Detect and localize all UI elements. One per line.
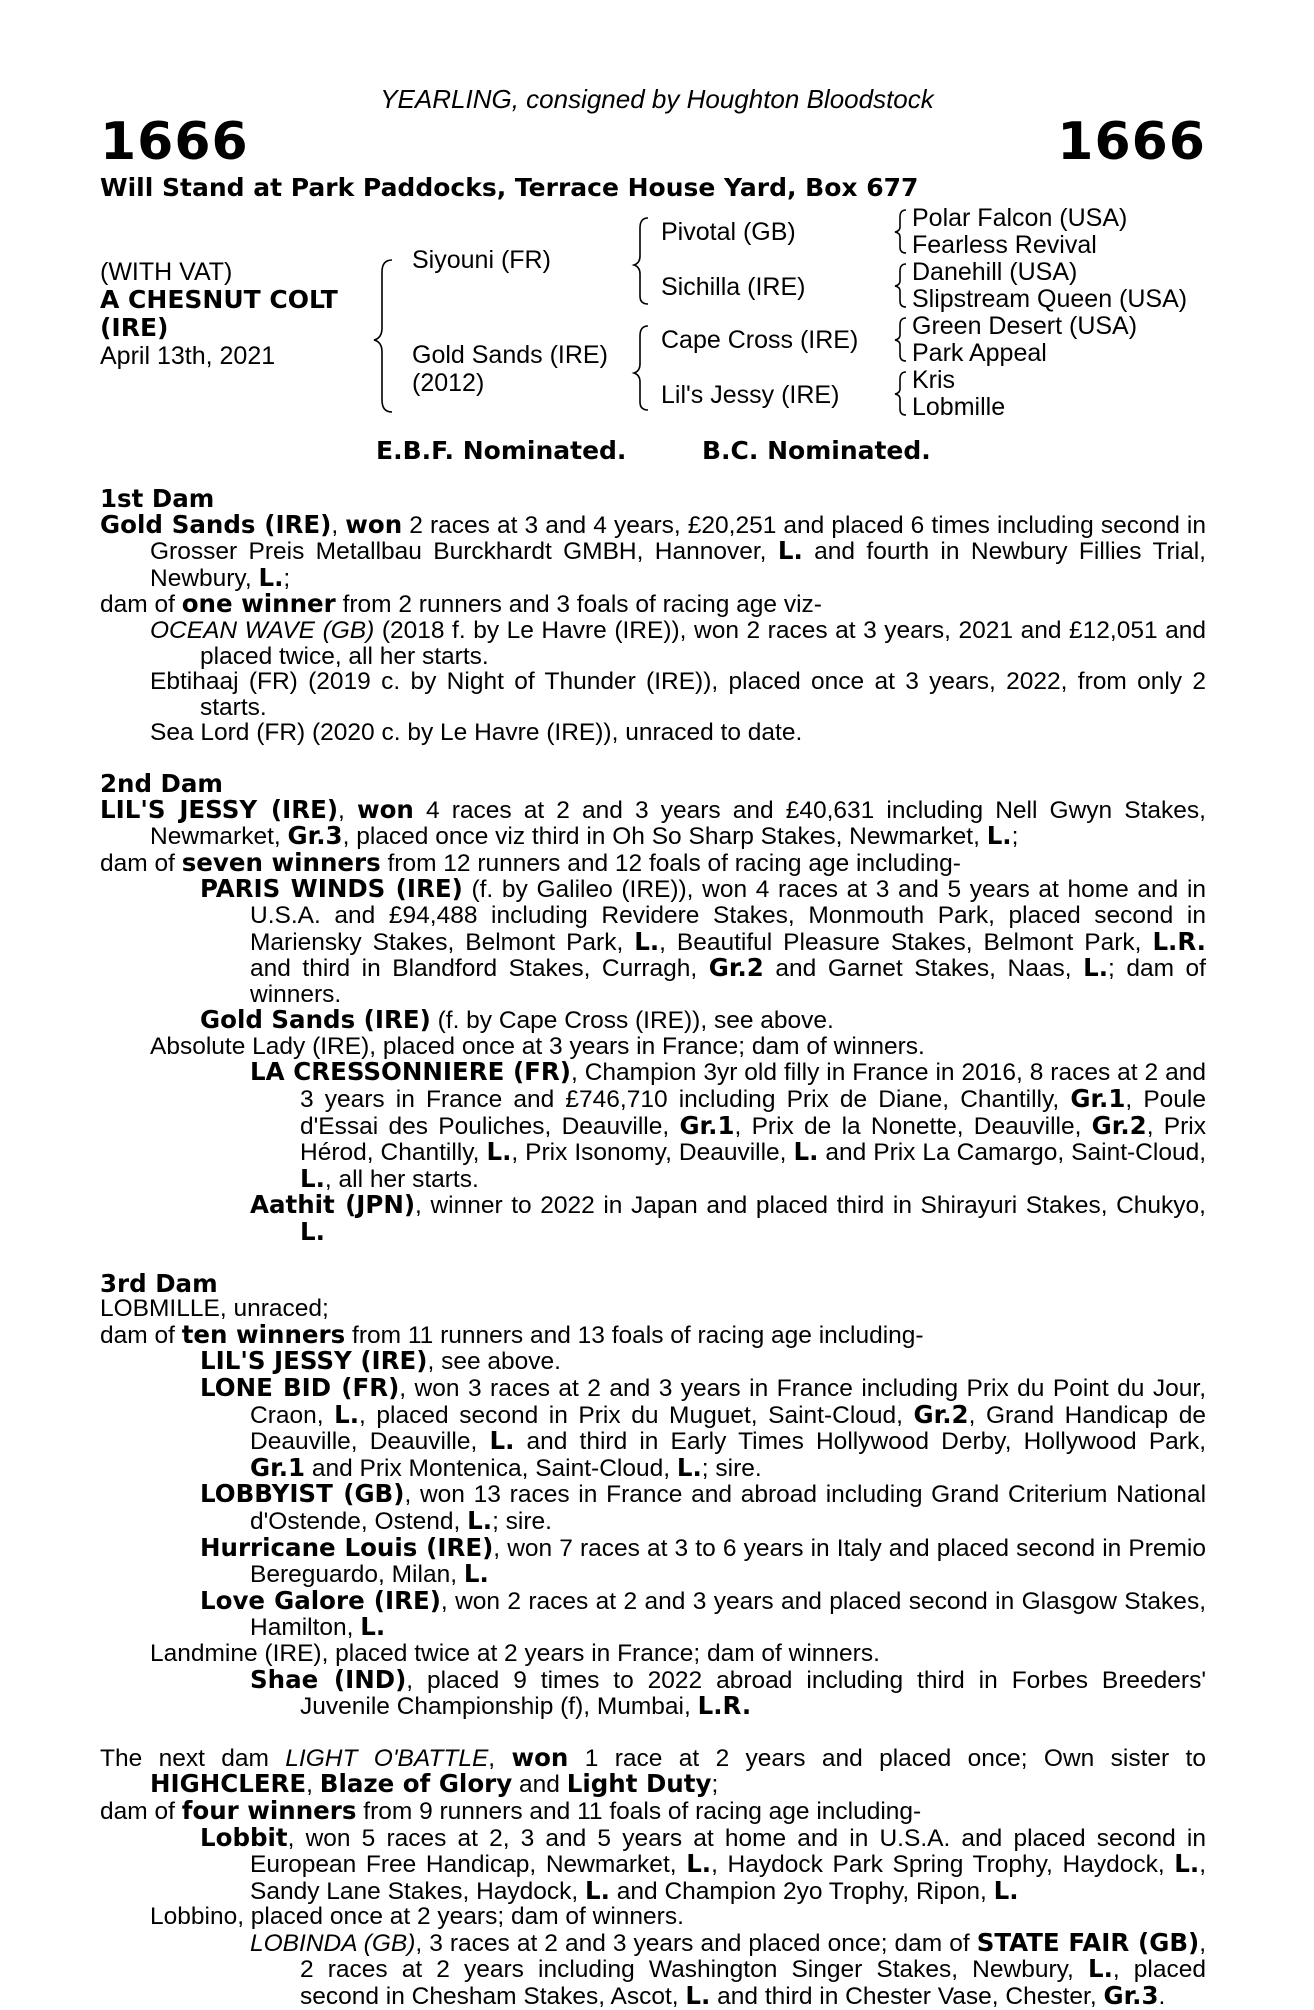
produce-landmine: Landmine (IRE), placed twice at 2 years in France; dam of winners. <box>150 1639 880 1667</box>
pedigree-sire: Siyouni (FR) <box>412 246 551 274</box>
horse-name: A CHESNUT COLT <box>100 285 338 314</box>
third-dam-record: LOBMILLE, unraced; <box>100 1295 329 1323</box>
pedigree-dss: Green Desert (USA) <box>912 312 1138 340</box>
pedigree-ddd: Lobmille <box>912 393 1006 421</box>
first-dam-heading: 1st Dam <box>100 484 215 513</box>
pedigree-dds: Kris <box>912 366 956 394</box>
first-dam-produce: dam of one winner from 2 runners and 3 foals of racing age viz- <box>100 589 822 619</box>
pedigree-dam-sire: Cape Cross (IRE) <box>661 326 859 354</box>
produce-lobbit: Lobbit, won 5 races at 2, 3 and 5 years at home and in U.S.A. and placed second in European Free Handicap, Newmarket, L., Haydock Park Spring Trophy, Haydock, L., Sandy Lane Stakes, Haydock, L. and Champion 2yo Trophy, Ripon, L. <box>200 1822 1206 1905</box>
produce-aathit: Aathit (JPN), winner to 2022 in Japan and placed third in Shirayuri Stakes, Chukyo, L. <box>250 1190 1206 1247</box>
lot-number-right: 1666 <box>1057 112 1206 172</box>
third-dam-produce: dam of ten winners from 11 runners and 13 foals of racing age including- <box>100 1319 924 1349</box>
catalogue-body <box>100 486 1206 2010</box>
produce-la-cressonniere: LA CRESSONNIERE (FR), Champion 3yr old filly in France in 2016, 8 races at 2 and 3 years in France and £746,710 including Prix de Diane, Chantilly, Gr.1, Poule d'Essai des Pouliches, Deauville, Gr.1, Prix de la Nonette, Deauville, Gr.2, Prix Hérod, Chantilly, L., Prix Isonomy, Deauville, L. and Prix La Camargo, Saint-Cloud, L., all her starts. <box>250 1057 1206 1193</box>
first-dam-record: Gold Sands (IRE), won 2 races at 3 and 4 years, £20,251 and placed 6 times including second in Grosser Preis Metallbau Burckhardt GMBH, Hannover, L. and fourth in Newbury Fillies Trial, Newbury, L.; <box>100 509 1206 592</box>
produce-sea-lord: Sea Lord (FR) (2020 c. by Le Havre (IRE)), unraced to date. <box>150 719 803 747</box>
pedigree-sds: Danehill (USA) <box>912 258 1078 286</box>
second-dam-produce: dam of seven winners from 12 runners and 12 foals of racing age including- <box>100 847 961 877</box>
produce-ebtihaaj: Ebtihaaj (FR) (2019 c. by Night of Thunder (IRE)), placed once at 3 years, 2022, from only 2 starts. <box>150 668 1206 721</box>
pedigree-sss: Polar Falcon (USA) <box>912 204 1128 232</box>
pedigree-dam-year: (2012) <box>412 369 485 397</box>
produce-lobbino: Lobbino, placed once at 2 years; dam of winners. <box>150 1903 684 1931</box>
pedigree-dsd: Park Appeal <box>912 339 1047 367</box>
pedigree-dam: Gold Sands (IRE) <box>412 341 608 369</box>
next-dam-produce: dam of four winners from 9 runners and 11 foals of racing age including- <box>100 1795 922 1825</box>
produce-lobinda: LOBINDA (GB), 3 races at 2 and 3 years and placed once; dam of STATE FAIR (GB), 2 races at 2 years including Washington Singer Stakes, Newbury, L., placed second in Chesham Stakes, Ascot, L. and third in Chester Vase, Chester, Gr.3. <box>250 1927 1207 2010</box>
produce-absolute-lady: Absolute Lady (IRE), placed once at 3 years in France; dam of winners. <box>150 1032 925 1060</box>
produce-paris-winds: PARIS WINDS (IRE) (f. by Galileo (IRE)), won 4 races at 3 and 5 years at home and in U.S.A. and £94,488 including Revidere Stakes, Monmouth Park, placed second in Mariensky Stakes, Belmont Park, L., Beautiful Pleasure Stakes, Belmont Park, L.R. and third in Blandford Stakes, Curragh, Gr.2 and Garnet Stakes, Naas, L.; dam of winners. <box>200 874 1207 1008</box>
produce-ocean-wave: OCEAN WAVE (GB) (2018 f. by Le Havre (IRE)), won 2 races at 3 years, 2021 and £12,051 and placed twice, all her starts. <box>150 616 1206 670</box>
produce-hurricane-louis: Hurricane Louis (IRE), won 7 races at 3 to 6 years in Italy and placed second in Premio Bereguardo, Milan, L. <box>200 1532 1206 1589</box>
produce-lone-bid: LONE BID (FR), won 3 races at 2 and 3 years in France including Prix du Point du Jour, Craon, L., placed second in Prix du Muguet, Saint-Cloud, Gr.2, Grand Handicap de Deauville, Deauville, L. and third in Early Times Hollywood Derby, Hollywood Park, Gr.1 and Prix Montenica, Saint-Cloud, L.; sire. <box>200 1373 1207 1482</box>
second-dam-heading: 2nd Dam <box>100 768 223 798</box>
horse-dob: April 13th, 2021 <box>100 342 276 370</box>
bc-nomination: B.C. Nominated. <box>702 436 931 465</box>
pedigree-dam-dam: Lil's Jessy (IRE) <box>661 381 840 409</box>
produce-love-galore: Love Galore (IRE), won 2 races at 2 and 3 years and placed second in Glasgow Stakes, Hamilton, L. <box>200 1585 1206 1642</box>
produce-lils-jessy: LIL'S JESSY (IRE), see above. <box>200 1346 561 1376</box>
lot-number-left: 1666 <box>100 112 249 172</box>
pedigree-ssd: Fearless Revival <box>912 231 1097 259</box>
produce-shae: Shae (IND), placed 9 times to 2022 abroad including third in Forbes Breeders' Juvenile Championship (f), Mumbai, L.R. <box>250 1664 1206 1721</box>
next-dam-record: The next dam LIGHT O'BATTLE, won 1 race at 2 years and placed once; Own sister to HIGHCLERE, Blaze of Glory and Light Duty; <box>100 1742 1206 1799</box>
vat-note: (WITH VAT) <box>100 258 233 286</box>
pedigree-sire-sire: Pivotal (GB) <box>661 218 796 246</box>
consignment-subtitle: YEARLING, consigned by Houghton Bloodstock <box>380 84 934 114</box>
produce-gold-sands: Gold Sands (IRE) (f. by Cape Cross (IRE)), see above. <box>200 1005 834 1035</box>
second-dam-record: LIL'S JESSY (IRE), won 4 races at 2 and 3 years and £40,631 including Nell Gwyn Stakes, Newmarket, Gr.3, placed once viz third in Oh So Sharp Stakes, Newmarket, L.; <box>100 794 1206 851</box>
third-dam-heading: 3rd Dam <box>100 1268 218 1298</box>
ebf-nomination: E.B.F. Nominated. <box>376 436 627 465</box>
pedigree-sdd: Slipstream Queen (USA) <box>912 285 1188 313</box>
horse-origin: (IRE) <box>100 313 169 342</box>
stand-location: Will Stand at Park Paddocks, Terrace House Yard, Box 677 <box>100 173 919 202</box>
pedigree-sire-dam: Sichilla (IRE) <box>661 273 806 301</box>
produce-lobbyist: LOBBYIST (GB), won 13 races in France and abroad including Grand Criterium National d'Ostende, Ostend, L.; sire. <box>200 1479 1207 1535</box>
